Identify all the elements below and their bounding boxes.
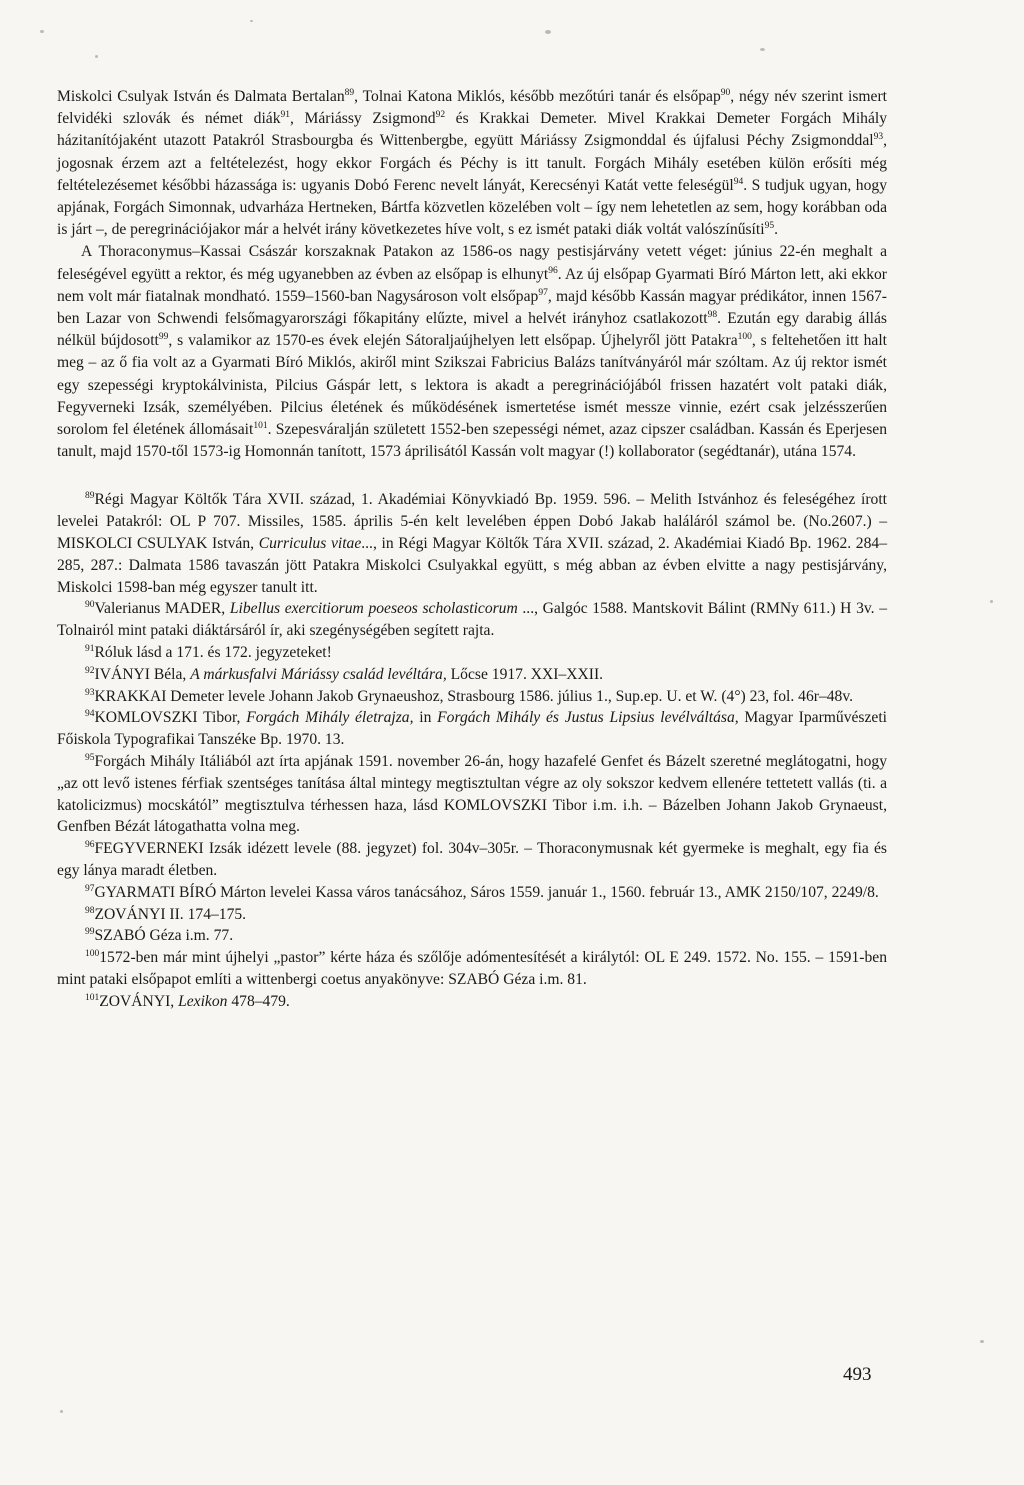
- text-run: FEGYVERNEKI Izsák idézett levele (88. jegyzet) fol. 304v–305r. – Thoraconymusnak két gyermeke is meghalt, egy fia és egy lánya maradt életben.: [57, 840, 887, 879]
- text-run: ..., in Régi Magyar Költők Tára XVII. század, 2. Akadémiai Kiadó Bp. 1962. 284–285, 287.: Dalmata 1586 tavaszán jött Patakra Miskolci Csulyakkal együtt, s még abban az évben elvitte a nagy pestisjárvány, Miskolci 1598-ban még egyszer tanult itt.: [57, 535, 887, 596]
- footnote-ref: 89: [344, 88, 355, 98]
- scan-speck: [760, 48, 765, 51]
- footnote-ref: 100: [737, 332, 752, 343]
- text-run: Magyar Iparművészeti Főiskola Typografikai Tanszéke Bp. 1970. 13.: [57, 709, 887, 749]
- text-run: KOMLOVSZKI Tibor,: [94, 709, 247, 727]
- footnote-ref: 90: [720, 88, 731, 98]
- text-run: Forgách Mihály Itáliából azt írta apjának 1591. november 26-án, hogy hazafelé Genfet és Bázelt szeretné meglátogatni, hogy „az ott levő istenes férfiak szentséges tanítása által mintegy megtisztultan végre az oly sokszor kedvem ellenére tettetett vallás (ti. a katolicizmus) mocskától” megtisztulva térhessen haza, lásd KOMLOVSZKI Tibor i.m. i.h. – Bázelben Johann Jakob Grynaeust, Genfben Bézát látogathatta volna meg.: [57, 753, 887, 836]
- footnote-ref: 95: [764, 221, 775, 232]
- footnote-number: 98: [85, 905, 95, 916]
- footnote-ref: 92: [435, 110, 446, 121]
- text-run: , Tolnai Katona Miklós, később mezőtúri tanár és elsőpap: [354, 88, 721, 105]
- footnote-number: 90: [85, 600, 95, 611]
- italic-text: Forgách Mihály életrajza,: [246, 709, 414, 727]
- italic-text: Curriculus vitae: [258, 535, 362, 553]
- text-run: 478–479.: [227, 992, 290, 1010]
- text-run: .: [774, 221, 778, 239]
- footnote: [57, 707, 887, 751]
- footnote: [57, 947, 887, 991]
- text-run: Róluk lásd a 171. és 172. jegyzeteket!: [94, 644, 332, 662]
- footnote-number: 97: [85, 883, 95, 894]
- text-run: KRAKKAI Demeter levele Johann Jakob Grynaeushoz, Strasbourg 1586. július 1., Sup.ep. U. et W. (4°) 23, fol. 46r–48v.: [94, 687, 854, 705]
- text-run: GYARMATI BÍRÓ Márton levelei Kassa város tanácsához, Sáros 1559. január 1., 1560. február 13., AMK 2150/107, 2249/8.: [94, 883, 879, 901]
- scan-speck: [60, 1410, 63, 1413]
- footnote-number: 101: [85, 992, 100, 1003]
- text-run: A Thoraconymus–Kassai Császár korszaknak Patakon az 1586-os nagy pestisjárvány vetett véget: június 22-én meghalt a feleségével együtt a rektor, és még ugyanebben az évben az elsőpap is elhunyt: [57, 243, 887, 283]
- italic-text: A márkusfalvi Máriássy család levéltára,: [190, 665, 447, 683]
- footnote: [57, 598, 887, 642]
- footnote: [57, 489, 887, 598]
- text-run: SZABÓ Géza i.m. 77.: [94, 927, 234, 945]
- text-run: IVÁNYI Béla,: [94, 665, 191, 683]
- footnote-number: 100: [85, 949, 100, 960]
- footnote: [57, 838, 887, 882]
- text-run: Valerianus MADER,: [94, 600, 230, 618]
- text-run: , majd később Kassán magyar prédikátor, innen 1567-ben Lazar von Schwendi felsőmagyarországi főkapitány elűzte, mivel a helvét irányhoz csatlakozott: [57, 287, 887, 328]
- footnote: [57, 642, 887, 664]
- footnote-ref: 91: [280, 110, 290, 121]
- footnote: [57, 991, 887, 1013]
- text-run: és Krakkai Demeter. Mivel Krakkai Demeter Forgách Mihály házitanítójaként utazott Patakról Strasbourgba és Wittenbergbe, együtt Máriássy Zsigmonddal és újfalusi Péchy Zsigmonddal: [57, 110, 887, 150]
- italic-text: Lexikon: [178, 992, 228, 1010]
- text-run: . S tudjuk ugyan, hogy apjának, Forgách Simonnak, udvarháza Hertneken, Bártfa közvetlen közelében volt – így nem lehetetlen az sem, hogy korábban oda is járt –, de peregrinációjakor már a helvét irány következetes híve volt, s ez ismét pataki diák voltát valószínűsíti: [57, 176, 887, 239]
- scan-speck: [545, 30, 551, 34]
- body-paragraph: [57, 241, 887, 463]
- italic-text: Forgách Mihály és Justus Lipsius levélváltása,: [437, 709, 739, 727]
- footnote-number: 93: [85, 687, 95, 698]
- text-run: , négy név szerint ismert felvidéki szlovák és német diák: [57, 88, 887, 128]
- text-run: Miskolci Csulyak István és Dalmata Bertalan: [57, 88, 345, 105]
- text-run: , s feltehetően itt halt meg – az ő fia volt az a Gyarmati Bíró Miklós, akiről mint Szikszai Fabricius Balázs tanítványáról már szóltam. Az új rektor ismét egy szepességi kryptokálvinista, Pilcius Gáspár lett, s lektora is akadt a peregrinációjából frissen hazatért volt pataki diák, Fegyverneki Izsák, személyében. Pilcius életének és működésének ismertetése ismét messze vinnie, ezért csak jelzésszerűen sorolom fel életének állomásait: [57, 332, 887, 439]
- footnote-number: 95: [85, 753, 95, 764]
- footnote: [57, 882, 887, 904]
- scan-speck: [250, 20, 253, 22]
- scan-speck: [980, 1340, 984, 1343]
- footnote-ref: 99: [158, 332, 169, 343]
- footnote-number: 96: [85, 840, 95, 851]
- scan-speck: [95, 55, 98, 58]
- page-body: [57, 86, 887, 1013]
- text-run: Régi Magyar Költők Tára XVII. század, 1. Akadémiai Könyvkiadó Bp. 1959. 596. – Melith Istvánhoz és feleségéhez írott levelei Patakról: OL P 707. Missiles, 1585. április 5-én kelt levelében éppen Dobó Jakab haláláról számol be. (No.2607.) – MISKOLCI CSULYAK István,: [57, 491, 887, 553]
- footnote-ref: 94: [733, 176, 744, 187]
- scan-speck: [990, 600, 993, 603]
- scan-speck: [40, 30, 44, 33]
- italic-text: Libellus exercitiorum poeseos scholasticorum: [229, 600, 518, 618]
- footnote-ref: 93: [873, 132, 884, 143]
- text-run: in: [413, 709, 438, 727]
- footnote: [57, 686, 887, 708]
- footnote-number: 94: [85, 709, 95, 720]
- text-run: . Az új elsőpap Gyarmati Bíró Márton lett, aki ekkor nem volt már fiatalnak mondható. 1559–1560-ban Nagysároson volt elsőpap: [57, 265, 888, 305]
- footnote-number: 89: [85, 491, 95, 502]
- text-run: ..., Galgóc 1588. Mantskovit Bálint (RMNy 611.) H 3v. – Tolnairól mint pataki diáktársáról ír, aki szegénységében segített rajta.: [57, 600, 887, 640]
- text-run: . Szepesváralján született 1552-ben szepességi német, azaz cipszer családban. Kassán és Eperjesen tanult, majd 1570-től 1573-ig Homonnán tanított, 1573 áprilisától Kassán volt magyar (!) kollaborator (segédtanár), utána 1574.: [57, 421, 887, 461]
- text-run: Lőcse 1917. XXI–XXII.: [446, 665, 604, 683]
- text-run: 1572-ben már mint újhelyi „pastor” kérte háza és szőlője adómentesítését a királytól: OL E 249. 1572. No. 155. – 1591-ben mint pataki elsőpapot említi a wittenbergi coetus anyakönyve: SZABÓ Géza i.m. 81.: [57, 949, 887, 988]
- footnote-number: 92: [85, 665, 95, 676]
- footnote-ref: 97: [538, 287, 548, 298]
- footnote-ref: 98: [707, 310, 718, 321]
- page-number: 493: [843, 1364, 872, 1385]
- text-run: . Ezután egy darabig állás nélkül bújdosott: [57, 310, 887, 350]
- body-paragraph: [57, 86, 887, 241]
- footnote-number: 99: [85, 927, 95, 938]
- footnote-ref: 96: [548, 265, 558, 276]
- main-text: [57, 86, 887, 463]
- text-run: , s valamikor az 1570-es évek elején Sátoraljaújhelyen lett elsőpap. Újhelyről jött Patakra: [168, 332, 738, 350]
- footnote: [57, 664, 887, 686]
- footnote: [57, 751, 887, 838]
- footnote-ref: 101: [253, 421, 268, 432]
- text-run: , jogosnak érzem azt a feltételezést, hogy ekkor Forgách és Péchy is itt tanult. Forgách Mihály esetében külön erősíti még feltételezésemet későbbi házassága is: ugyanis Dobó Ferenc nevelt lányát, Kerecsényi Katát vette feleségül: [57, 132, 887, 194]
- footnote: [57, 925, 887, 947]
- footnotes-section: [57, 489, 887, 1012]
- text-run: ZOVÁNYI,: [99, 992, 179, 1010]
- footnote-number: 91: [85, 644, 95, 655]
- text-run: , Máriássy Zsigmond: [290, 110, 436, 128]
- footnote: [57, 904, 887, 926]
- text-run: ZOVÁNYI II. 174–175.: [94, 905, 247, 923]
